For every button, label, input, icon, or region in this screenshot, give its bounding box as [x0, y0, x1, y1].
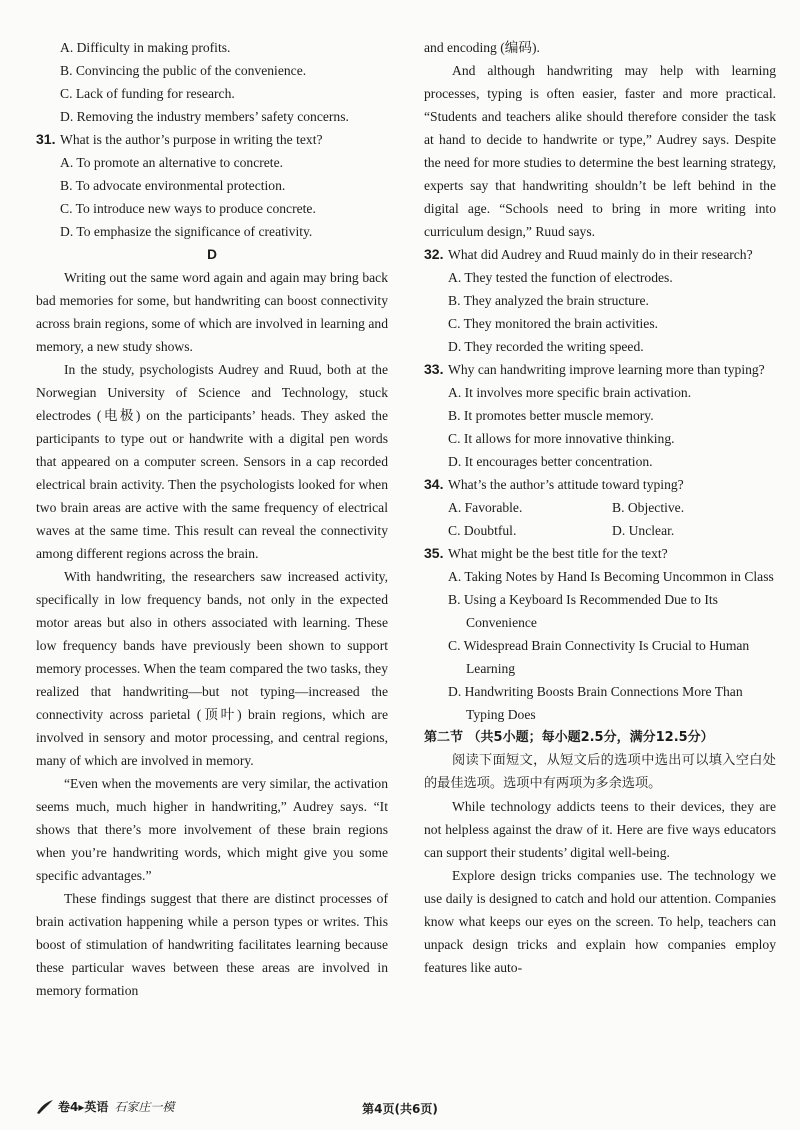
- q35-option-a: A. Taking Notes by Hand Is Becoming Uncommon in Class: [448, 569, 774, 584]
- q31-option-b: B. To advocate environmental protection.: [60, 178, 286, 193]
- q33-option-b: B. It promotes better muscle memory.: [448, 408, 654, 423]
- question-text: What might be the best title for the text?: [448, 546, 668, 561]
- passage-d-paragraph: And although handwriting may help with learning processes, typing is often easier, faster and more practical. “Students and teachers alike should therefore consider the task at hand to decide to handwrite or type,” Audrey says. Despite the need for more studies to determine the best learning strategy, experts say that handwriting shouldn’t be left behind in the digital age. “Schools need to bring in more writing into curriculum design,” Ruud says.: [424, 63, 776, 239]
- question-35: [424, 542, 776, 565]
- question-text: What’s the author’s attitude toward typing?: [448, 477, 684, 492]
- q32-option-d: D. They recorded the writing speed.: [448, 339, 644, 354]
- q32-option-b: B. They analyzed the brain structure.: [448, 293, 649, 308]
- q32-option-c: C. They monitored the brain activities.: [448, 316, 659, 331]
- q30-option-b: B. Convincing the public of the convenience.: [60, 63, 307, 78]
- passage-d-paragraph: Writing out the same word again and again may bring back bad memories for some, but handwriting can boost connectivity across brain regions, some of which are involved in learning and memory, a new study shows.: [36, 270, 388, 354]
- page-footer: [0, 1096, 800, 1124]
- passage-d-paragraph: “Even when the movements are very similar, the activation seems much, much higher in handwriting,” Audrey says. “It shows that there’s more involvement of these brain regions when you’re handwriting words, which might give you some specific advantages.”: [36, 776, 388, 883]
- passage-d-paragraph: These findings suggest that there are distinct processes of brain activation happening while a person types or writes. This boost of stimulation of handwriting facilitates learning because these particular waves between these areas are involved in memory formation: [36, 891, 388, 998]
- right-column: [424, 36, 776, 979]
- q31-option-c: C. To introduce new ways to produce concrete.: [60, 201, 316, 216]
- q32-option-a: A. They tested the function of electrodes.: [448, 270, 673, 285]
- left-column: [36, 36, 388, 1002]
- question-text: Why can handwriting improve learning more than typing?: [448, 362, 765, 377]
- footer-exam-name: 石家庄一模: [114, 1100, 175, 1114]
- q30-option-a: A. Difficulty in making profits.: [60, 40, 231, 55]
- question-number: 35.: [424, 545, 444, 561]
- q30-options: [36, 36, 388, 128]
- q31-option-d: D. To emphasize the significance of creativity.: [60, 224, 313, 239]
- q31-option-a: A. To promote an alternative to concrete.: [60, 155, 284, 170]
- q30-option-d: D. Removing the industry members’ safety concerns.: [60, 109, 349, 124]
- question-text: What is the author’s purpose in writing the text?: [60, 132, 323, 147]
- page-number: 第4页(共6页): [362, 1102, 438, 1116]
- passage-d-continuation: and encoding (编码).: [424, 40, 540, 55]
- question-text: What did Audrey and Ruud mainly do in their research?: [448, 247, 753, 262]
- question-number: 33.: [424, 361, 444, 377]
- part-two-title: 第二节 （共5小题；每小题2.5分，满分12.5分）: [424, 730, 714, 745]
- part-two-instruction: 阅读下面短文，从短文后的选项中选出可以填入空白处的最佳选项。选项中有两项为多余选项。: [424, 753, 776, 791]
- q34-options-row: [424, 519, 776, 542]
- question-32: [424, 243, 776, 266]
- question-34: [424, 473, 776, 496]
- q34-option-c: C. Doubtful.: [448, 523, 517, 538]
- q34-option-a: A. Favorable.: [448, 500, 523, 515]
- question-number: 34.: [424, 476, 444, 492]
- q35-option-b: B. Using a Keyboard Is Recommended Due to Its Convenience: [448, 592, 718, 630]
- q35-option-d: D. Handwriting Boosts Brain Connections More Than Typing Does: [448, 684, 743, 722]
- q33-option-d: D. It encourages better concentration.: [448, 454, 653, 469]
- question-31: [36, 128, 388, 151]
- q34-option-d: D. Unclear.: [612, 523, 675, 538]
- passage-d-heading: D: [207, 247, 217, 262]
- passage-paragraph: While technology addicts teens to their devices, they are not helpless against the draw of it. Here are five ways educators can support their students’ digital well-being.: [424, 799, 776, 860]
- question-number: 31.: [36, 131, 56, 147]
- footer-brand-text: 卷4▸英语: [58, 1100, 109, 1114]
- q34-options-row: [424, 496, 776, 519]
- q33-option-c: C. It allows for more innovative thinking.: [448, 431, 675, 446]
- question-33: [424, 358, 776, 381]
- passage-d-paragraph: In the study, psychologists Audrey and Ruud, both at the Norwegian University of Science and Technology, stuck electrodes (电极) on the participants’ heads. They asked the participants to type out or handwrite with a digital pen words that appeared on a computer screen. Sensors in a cap recorded electrical brain activity. Then the psychologists looked for when two brain areas are active with the same frequency of electrical waves at the same time. This result can reveal the connectivity among different regions across the brain.: [36, 362, 388, 561]
- q35-option-c: C. Widespread Brain Connectivity Is Crucial to Human Learning: [448, 638, 750, 676]
- passage-d-paragraph: With handwriting, the researchers saw increased activity, specifically in low frequency bands, not only in the expected motor areas but also in others associated with learning. These low frequency bands have previously been shown to support memory processes. When the team compared the two tasks, they realized that handwriting—but not typing—increased the connectivity across parietal (顶叶) brain regions, which are involved in sensory and motor processing, and central regions, many of which are involved in memory.: [36, 569, 388, 768]
- q33-option-a: A. It involves more specific brain activation.: [448, 385, 692, 400]
- q30-option-c: C. Lack of funding for research.: [60, 86, 235, 101]
- passage-paragraph: Explore design tricks companies use. The technology we use daily is designed to catch and hold our attention. Companies know what keeps our eyes on the screen. To help, teachers can unpack design tricks and explain how companies employ features like auto-: [424, 868, 776, 975]
- q34-option-b: B. Objective.: [612, 500, 685, 515]
- question-number: 32.: [424, 246, 444, 262]
